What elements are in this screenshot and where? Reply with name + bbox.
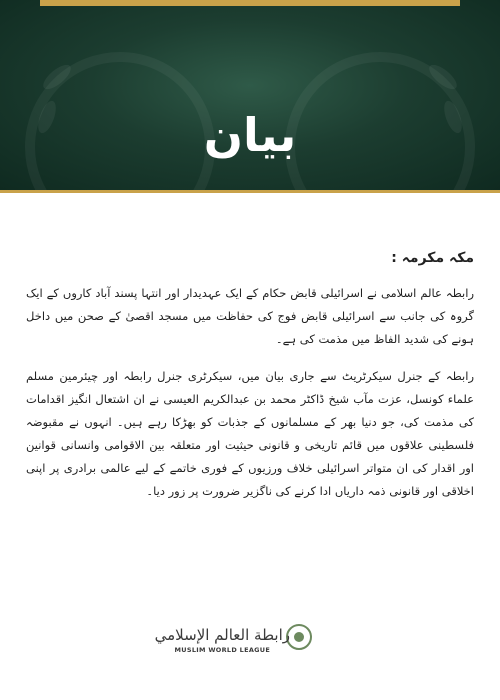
statement-paragraph: رابطہ کے جنرل سیکرٹریٹ سے جاری بیان میں، سیکرٹری جنرل رابطہ اور چیئرمین مسلم علماء کونسل، عزت مآب شیخ ڈاکٹر محمد بن عبدالکریم العیسی نے ان اشتعال انگیز اقدامات کی مذمت کی، جو دنیا بھر کے مسلمانوں کے جذبات کو بھڑکا رہے ہیں۔ انہوں نے مقبوضہ فلسطینی علاقوں میں قائم تاریخی و قانونی حیثیت اور متعلقہ بین الاقوامی وانسانی قوانین اور اقدار کی ان متواتر اسرائیلی خلاف ورزیوں کے فوری خاتمے کے لیے عالمی برادری پر اپنی اخلاقی اور قانونی ذمہ داریاں ادا کرنے کی ناگزیر ضرورت پر زور دیا۔ <box>26 369 474 498</box>
statement-paragraph: رابطہ عالم اسلامی نے اسرائیلی قابض حکام کے ایک عہدیدار اور انتہا پسند آباد کاروں کے ایک گروہ کی جانب سے اسرائیلی قابض فوج کی حفاظت میں مسجد اقصیٰ کے صحن میں داخل ہونے کی شدید الفاظ میں مذمت کی ہے۔ <box>26 286 474 346</box>
gold-top-strip <box>40 0 460 6</box>
statement-body <box>26 250 474 517</box>
logo-arabic-text: رابطة العالم الإسلامي <box>154 626 290 644</box>
statement-location: مکہ مکرمہ : <box>391 250 474 266</box>
logo-english-text: MUSLIM WORLD LEAGUE <box>174 646 271 654</box>
page-title: بیان <box>203 108 297 162</box>
footer-logo <box>0 622 500 672</box>
logo-text-block <box>155 626 290 654</box>
header-banner <box>0 0 500 190</box>
gold-divider <box>0 190 500 193</box>
